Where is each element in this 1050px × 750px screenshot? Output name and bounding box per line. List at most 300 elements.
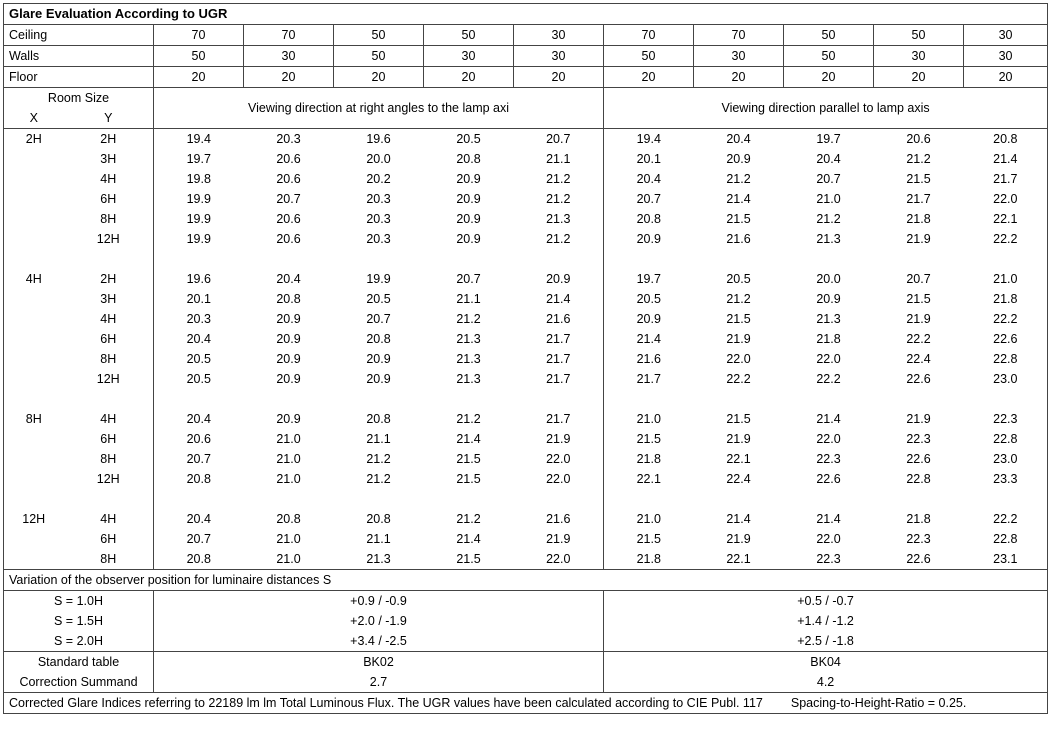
ugr-value: 21.5: [726, 212, 751, 226]
title-row: [4, 4, 1048, 25]
page-title: Glare Evaluation According to UGR: [4, 4, 1048, 25]
ugr-value: 21.2: [456, 312, 481, 326]
spacer-cell: [4, 249, 64, 269]
floor-value: 20: [514, 67, 604, 88]
ugr-value: 21.3: [456, 372, 481, 386]
walls-value: 30: [964, 46, 1048, 67]
spacer-cell: [154, 249, 244, 269]
ugr-value: 22.8: [964, 349, 1048, 369]
ugr-value: 21.8: [906, 212, 931, 226]
ugr-value: 20.8: [186, 472, 211, 486]
ugr-value: 21.5: [604, 529, 694, 549]
y-value: 12H: [64, 469, 154, 489]
spacer-cell: [604, 389, 694, 409]
variation-label: S = 1.0H: [4, 591, 154, 612]
ugr-value: 21.5: [604, 429, 694, 449]
floor-value: 20: [874, 67, 964, 88]
x-value-spacer: [4, 169, 64, 189]
ugr-value: 21.4: [456, 532, 481, 546]
ugr-value: 21.9: [726, 532, 751, 546]
data-row: [4, 269, 1048, 289]
spacer-cell: [874, 249, 964, 269]
ugr-value: 21.6: [726, 232, 751, 246]
ugr-value: 22.6: [964, 329, 1048, 349]
ugr-value: 20.3: [366, 232, 391, 246]
x-value-spacer: [4, 549, 64, 570]
standard-table-label: Standard table: [4, 652, 154, 673]
data-row: [4, 329, 1048, 349]
ugr-value: 22.2: [726, 372, 751, 386]
spacing-to-height-ratio: Spacing-to-Height-Ratio = 0.25.: [790, 696, 967, 710]
ugr-value: 20.3: [366, 212, 391, 226]
spacer-cell: [784, 489, 874, 509]
spacer-cell: [604, 249, 694, 269]
spacer-cell: [334, 489, 424, 509]
ugr-value: 20.3: [186, 312, 211, 326]
ugr-value: 20.6: [276, 172, 301, 186]
ugr-value: 20.8: [366, 332, 391, 346]
variation-label: S = 1.5H: [4, 611, 154, 631]
ugr-value: 21.3: [816, 232, 841, 246]
ugr-value: 21.9: [546, 432, 571, 446]
ugr-value: 20.8: [154, 549, 244, 570]
ugr-value: 21.9: [906, 312, 931, 326]
ugr-value: 20.4: [604, 169, 694, 189]
ugr-value: 21.7: [546, 412, 571, 426]
ugr-value: 20.9: [456, 212, 481, 226]
ugr-value: 22.6: [906, 452, 931, 466]
spacer-cell: [64, 489, 154, 509]
ugr-value: 22.0: [514, 549, 604, 570]
y-value: 12H: [64, 229, 154, 249]
data-row: [4, 309, 1048, 329]
ugr-value: 20.8: [456, 152, 481, 166]
ugr-value: 21.3: [456, 332, 481, 346]
x-value-spacer: [4, 229, 64, 249]
variation-right-value: +1.4 / -1.2: [604, 611, 1048, 631]
ugr-value: 21.5: [726, 412, 751, 426]
x-value-spacer: [4, 529, 64, 549]
ugr-value: 21.3: [816, 312, 841, 326]
ugr-value: 21.2: [456, 512, 481, 526]
ugr-value: 21.8: [906, 512, 931, 526]
ugr-value: 20.8: [964, 129, 1048, 150]
variation-left-value: +3.4 / -2.5: [154, 631, 604, 652]
data-row: [4, 289, 1048, 309]
y-value: 6H: [64, 329, 154, 349]
spacer-cell: [64, 249, 154, 269]
ugr-value: 22.2: [964, 509, 1048, 529]
ugr-value: 22.0: [546, 452, 571, 466]
ugr-value: 21.2: [726, 172, 751, 186]
y-value: 6H: [64, 189, 154, 209]
ugr-value: 21.2: [546, 232, 571, 246]
spacer-cell: [4, 489, 64, 509]
data-row: [4, 509, 1048, 529]
ugr-value: 21.0: [816, 192, 841, 206]
ugr-value: 20.4: [186, 332, 211, 346]
ugr-value: 20.7: [186, 532, 211, 546]
ugr-value: 21.4: [456, 432, 481, 446]
data-row: [4, 369, 1048, 389]
ceiling-value: 70: [244, 25, 334, 46]
spacer-cell: [64, 389, 154, 409]
ugr-value: 20.8: [276, 512, 301, 526]
ugr-value: 21.8: [604, 549, 694, 570]
spacer-cell: [4, 389, 64, 409]
ugr-value: 20.4: [816, 152, 841, 166]
ugr-value: 22.3: [816, 452, 841, 466]
ugr-value: 19.9: [186, 232, 211, 246]
correction-summand-right: 4.2: [604, 672, 1048, 693]
ceiling-value: 70: [604, 25, 694, 46]
ugr-value: 21.0: [604, 409, 694, 429]
ugr-value: 23.1: [964, 549, 1048, 570]
ceiling-value: 50: [334, 25, 424, 46]
ugr-value: 21.1: [456, 292, 481, 306]
x-value-spacer: [4, 469, 64, 489]
ugr-value: 19.4: [604, 129, 694, 150]
x-header: X: [4, 108, 64, 129]
ugr-value: 21.7: [546, 372, 571, 386]
ugr-value: 21.5: [456, 472, 481, 486]
ugr-value: 21.5: [424, 549, 514, 570]
ugr-value: 22.2: [964, 229, 1048, 249]
y-value: 4H: [64, 309, 154, 329]
ugr-value: 21.8: [816, 332, 841, 346]
ugr-value: 21.2: [546, 192, 571, 206]
y-value: 12H: [64, 369, 154, 389]
x-value-spacer: [4, 369, 64, 389]
x-value-spacer: [4, 309, 64, 329]
floor-value: 20: [154, 67, 244, 88]
variation-label: S = 2.0H: [4, 631, 154, 652]
ugr-value: 21.7: [906, 192, 931, 206]
ugr-value: 22.3: [906, 432, 931, 446]
ugr-value: 22.2: [906, 332, 931, 346]
y-value: 6H: [64, 429, 154, 449]
ugr-value: 21.4: [816, 412, 841, 426]
ugr-value: 20.1: [604, 149, 694, 169]
data-row: [4, 529, 1048, 549]
ugr-value: 21.1: [546, 152, 571, 166]
ugr-value: 20.9: [456, 192, 481, 206]
ugr-value: 20.9: [456, 172, 481, 186]
ugr-value: 21.4: [964, 149, 1048, 169]
x-value: 4H: [4, 269, 64, 289]
ugr-value: 19.8: [186, 172, 211, 186]
ugr-value: 20.4: [186, 412, 211, 426]
ugr-value: 20.8: [366, 412, 391, 426]
data-row: [4, 209, 1048, 229]
x-value: 12H: [4, 509, 64, 529]
walls-value: 50: [784, 46, 874, 67]
spacer-cell: [244, 489, 334, 509]
floor-value: 20: [964, 67, 1048, 88]
ugr-value: 19.7: [784, 129, 874, 150]
header-group-row: [4, 88, 1048, 109]
spacer-cell: [514, 389, 604, 409]
ugr-value: 20.5: [186, 372, 211, 386]
floor-value: 20: [694, 67, 784, 88]
ugr-value: 20.5: [726, 272, 751, 286]
ugr-value: 22.1: [604, 469, 694, 489]
ugr-value: 21.2: [726, 292, 751, 306]
ugr-value: 21.9: [906, 232, 931, 246]
ugr-value: 19.7: [186, 152, 211, 166]
ugr-value: 22.0: [726, 352, 751, 366]
footer-note-cell: [4, 693, 1048, 714]
ugr-value: 19.9: [186, 212, 211, 226]
x-value-spacer: [4, 349, 64, 369]
y-header: Y: [64, 108, 154, 129]
ugr-value: 20.3: [366, 192, 391, 206]
ugr-value: 20.5: [186, 352, 211, 366]
ugr-value: 21.4: [546, 292, 571, 306]
reflectance-row-ceiling: [4, 25, 1048, 46]
ugr-value: 21.9: [726, 432, 751, 446]
ugr-value: 21.4: [726, 192, 751, 206]
ugr-value: 20.0: [816, 272, 841, 286]
ugr-value: 21.7: [546, 332, 571, 346]
spacer-cell: [334, 389, 424, 409]
correction-summand-left: 2.7: [154, 672, 604, 693]
variation-right-value: +0.5 / -0.7: [604, 591, 1048, 612]
ugr-value: 21.0: [964, 269, 1048, 289]
floor-value: 20: [604, 67, 694, 88]
ugr-value: 20.6: [276, 152, 301, 166]
y-value: 8H: [64, 449, 154, 469]
ugr-value: 22.0: [816, 532, 841, 546]
ugr-value: 20.9: [604, 229, 694, 249]
correction-summand-row: [4, 672, 1048, 693]
x-value-spacer: [4, 329, 64, 349]
spacer-cell: [154, 489, 244, 509]
ugr-value: 22.4: [726, 472, 751, 486]
ugr-value: 21.5: [456, 452, 481, 466]
walls-value: 30: [694, 46, 784, 67]
walls-value: 50: [334, 46, 424, 67]
ugr-value: 20.9: [276, 372, 301, 386]
data-row: [4, 469, 1048, 489]
ugr-value: 21.0: [604, 509, 694, 529]
ugr-value: 20.9: [276, 352, 301, 366]
ugr-value: 20.6: [874, 129, 964, 150]
spacer-cell: [334, 249, 424, 269]
ugr-value: 20.9: [276, 412, 301, 426]
walls-value: 50: [604, 46, 694, 67]
ugr-value: 20.9: [366, 352, 391, 366]
ugr-value: 20.7: [456, 272, 481, 286]
variation-right-value: +2.5 / -1.8: [604, 631, 1048, 652]
ceiling-value: 30: [514, 25, 604, 46]
ugr-value: 21.0: [276, 452, 301, 466]
ugr-value: 21.2: [366, 472, 391, 486]
ugr-value: 21.7: [964, 169, 1048, 189]
spacer-cell: [424, 249, 514, 269]
ugr-value: 21.2: [906, 152, 931, 166]
x-value-spacer: [4, 209, 64, 229]
walls-value: 30: [244, 46, 334, 67]
ugr-value: 21.2: [456, 412, 481, 426]
ugr-value: 20.9: [726, 152, 751, 166]
data-row: [4, 349, 1048, 369]
spacer-cell: [784, 249, 874, 269]
ugr-value: 21.5: [726, 312, 751, 326]
floor-value: 20: [424, 67, 514, 88]
correction-summand-label: Correction Summand: [4, 672, 154, 693]
viewing-direction-parallel-header: Viewing direction parallel to lamp axis: [604, 88, 1048, 129]
ugr-value: 20.9: [276, 312, 301, 326]
ugr-value: 20.8: [604, 209, 694, 229]
data-row: [4, 129, 1048, 150]
ugr-value: 23.3: [964, 469, 1048, 489]
ceiling-value: 50: [874, 25, 964, 46]
variation-title-row: [4, 570, 1048, 591]
variation-title: Variation of the observer position for luminaire distances S: [4, 570, 1048, 591]
ugr-value: 21.1: [366, 532, 391, 546]
ugr-value: 21.9: [726, 332, 751, 346]
ugr-value: 21.4: [726, 512, 751, 526]
spacer-cell: [244, 249, 334, 269]
y-value: 3H: [64, 289, 154, 309]
ugr-value: 20.3: [244, 129, 334, 150]
footer-row: [4, 693, 1048, 714]
ugr-value: 21.4: [604, 329, 694, 349]
standard-table-right: BK04: [604, 652, 1048, 673]
ugr-value: 21.2: [366, 452, 391, 466]
ugr-value: 20.1: [186, 292, 211, 306]
spacer-cell: [244, 389, 334, 409]
y-value: 6H: [64, 529, 154, 549]
ugr-value: 21.0: [276, 432, 301, 446]
ugr-value: 22.2: [964, 309, 1048, 329]
walls-value: 50: [154, 46, 244, 67]
ugr-value: 21.6: [604, 349, 694, 369]
ugr-value: 20.8: [366, 512, 391, 526]
ugr-value: 20.9: [604, 309, 694, 329]
ugr-value: 20.7: [186, 452, 211, 466]
spacer-cell: [694, 489, 784, 509]
variation-left-value: +2.0 / -1.9: [154, 611, 604, 631]
ugr-value: 21.7: [546, 352, 571, 366]
y-value: 2H: [64, 269, 154, 289]
x-value-spacer: [4, 449, 64, 469]
row-label-floor: Floor: [4, 67, 154, 88]
ugr-value: 20.4: [694, 129, 784, 150]
reflectance-row-floor: [4, 67, 1048, 88]
y-value: 2H: [64, 129, 154, 150]
ugr-value: 22.8: [964, 429, 1048, 449]
ugr-value: 20.9: [816, 292, 841, 306]
ugr-value: 20.7: [906, 272, 931, 286]
ugr-value: 21.0: [276, 532, 301, 546]
ugr-value: 21.2: [546, 172, 571, 186]
x-value-spacer: [4, 429, 64, 449]
ugr-value: 20.6: [186, 432, 211, 446]
ugr-value: 22.8: [964, 529, 1048, 549]
ugr-value: 19.4: [154, 129, 244, 150]
y-value: 3H: [64, 149, 154, 169]
data-row: [4, 549, 1048, 570]
ugr-value: 22.0: [964, 189, 1048, 209]
ugr-value: 22.1: [726, 452, 751, 466]
spacer-cell: [874, 389, 964, 409]
ugr-value: 20.7: [366, 312, 391, 326]
walls-value: 30: [514, 46, 604, 67]
ceiling-value: 70: [154, 25, 244, 46]
ugr-value: 21.8: [604, 449, 694, 469]
spacer-cell: [424, 489, 514, 509]
data-row: [4, 189, 1048, 209]
spacer-cell: [874, 489, 964, 509]
footer-note: Corrected Glare Indices referring to 22189 lm lm Total Luminous Flux. The UGR values have been calculated according to CIE Publ. 117: [9, 696, 763, 710]
y-value: 8H: [64, 209, 154, 229]
spacer-cell: [964, 489, 1048, 509]
ceiling-value: 30: [964, 25, 1048, 46]
ugr-value: 22.8: [906, 472, 931, 486]
ugr-value: 21.7: [604, 369, 694, 389]
ugr-value: 21.8: [964, 289, 1048, 309]
x-value-spacer: [4, 289, 64, 309]
x-value-spacer: [4, 189, 64, 209]
ugr-value: 21.9: [906, 412, 931, 426]
walls-value: 30: [874, 46, 964, 67]
variation-row: [4, 591, 1048, 612]
data-row: [4, 149, 1048, 169]
ugr-value: 21.4: [816, 512, 841, 526]
ugr-value: 20.0: [366, 152, 391, 166]
ugr-value: 21.5: [906, 172, 931, 186]
spacer-cell: [514, 249, 604, 269]
variation-left-value: +0.9 / -0.9: [154, 591, 604, 612]
data-row: [4, 429, 1048, 449]
spacer-cell: [424, 389, 514, 409]
floor-value: 20: [334, 67, 424, 88]
ugr-value: 20.6: [276, 212, 301, 226]
ceiling-value: 70: [694, 25, 784, 46]
y-value: 4H: [64, 509, 154, 529]
ugr-value: 19.7: [604, 269, 694, 289]
ugr-value: 22.6: [874, 549, 964, 570]
y-value: 4H: [64, 409, 154, 429]
ugr-value: 20.5: [366, 292, 391, 306]
ugr-value: 22.6: [816, 472, 841, 486]
reflectance-row-walls: [4, 46, 1048, 67]
spacer-cell: [964, 389, 1048, 409]
ugr-value: 22.4: [906, 352, 931, 366]
spacer-cell: [694, 389, 784, 409]
ugr-value: 20.7: [604, 189, 694, 209]
block-separator: [4, 389, 1048, 409]
ugr-value: 23.0: [964, 369, 1048, 389]
ugr-value: 21.6: [546, 312, 571, 326]
standard-table-row: [4, 652, 1048, 673]
y-value: 8H: [64, 349, 154, 369]
ugr-value: 20.9: [276, 332, 301, 346]
spacer-cell: [784, 389, 874, 409]
ugr-value: 20.6: [276, 232, 301, 246]
spacer-cell: [604, 489, 694, 509]
spacer-cell: [514, 489, 604, 509]
data-row: [4, 169, 1048, 189]
ugr-value: 20.7: [276, 192, 301, 206]
x-value: 8H: [4, 409, 64, 429]
ugr-value: 22.0: [816, 432, 841, 446]
ugr-value: 20.7: [514, 129, 604, 150]
ugr-value: 20.9: [456, 232, 481, 246]
ugr-value: 22.1: [964, 209, 1048, 229]
